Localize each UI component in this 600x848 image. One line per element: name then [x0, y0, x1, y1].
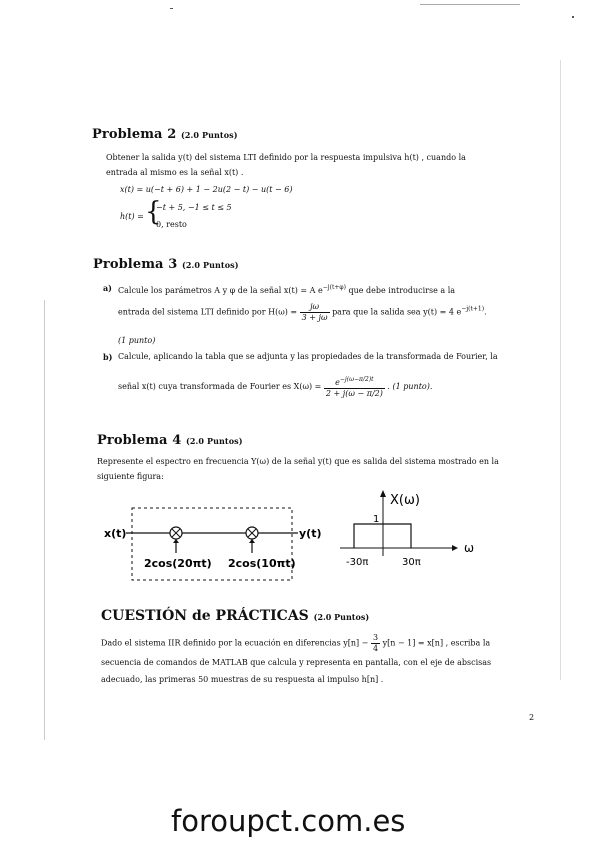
spectrum-left-label: -30π: [346, 557, 369, 568]
scan-speck: [572, 16, 574, 18]
osc-1-arrow: [173, 539, 179, 543]
cuestion-points: (2.0 Puntos): [313, 612, 370, 622]
p2-h-case1: −t + 5, −1 ≤ t ≤ 5: [156, 203, 232, 212]
spectrum-right-label: 30π: [402, 557, 421, 568]
scan-edge: [44, 300, 45, 740]
p3-a-frac-num: jω: [300, 302, 330, 313]
osc-2-arrow: [249, 539, 255, 543]
p2-heading: [92, 127, 238, 142]
cuestion-line1-pre: Dado el sistema IIR definido por la ecuación en diferencias y[n] −: [101, 638, 369, 648]
p3-title: Problema 3: [93, 257, 178, 272]
p2-h-brace: {: [145, 197, 162, 227]
footer-watermark: foroupct.com.es: [171, 804, 406, 838]
p3-heading: [93, 257, 239, 272]
osc-1-label: 2cos(20πt): [144, 557, 212, 570]
p3-a-exponent2: −j(t+1): [461, 305, 485, 313]
p3-a-points: (1 punto): [118, 336, 156, 345]
p3-a-line2: [118, 302, 487, 323]
p3-points: (2.0 Puntos): [182, 260, 239, 270]
input-label: x(t): [104, 527, 127, 540]
omega-axis-arrow: [452, 545, 458, 551]
p3-a-frac-den: 3 + jω: [301, 313, 328, 322]
p3-b-label: b): [103, 352, 113, 362]
p2-title: Problema 2: [92, 127, 177, 142]
p3-a-period: .: [484, 307, 487, 317]
p4-text-line2: siguiente figura:: [97, 472, 164, 481]
p3-b-points: . (1 punto).: [387, 382, 433, 391]
p2-h-case2: 0, resto: [156, 220, 187, 229]
p2-h-lhs: h(t) =: [120, 212, 144, 221]
p3-b-frac-num-exp: −j(ω−π/2)t: [339, 376, 374, 383]
p2-x-equation: x(t) = u(−t + 6) + 1 − 2u(2 − t) − u(t − 6): [120, 185, 293, 194]
p4-title: Problema 4: [97, 433, 182, 448]
amplitude-axis-arrow: [380, 490, 386, 497]
p3-b-frac-den: 2 + j(ω − π/2): [325, 389, 383, 398]
p3-a-fraction: [300, 302, 330, 323]
p3-a-exponent1: −j(t+φ): [322, 284, 346, 291]
cuestion-heading: [101, 608, 369, 624]
p2-points: (2.0 Puntos): [181, 130, 238, 140]
p3-a-line2-post: para que la salida sea y(t) = 4 e: [332, 307, 462, 317]
p3-a-text1: Calcule los parámetros A y φ de la señal x(t) = A e: [118, 286, 323, 295]
cuestion-frac-num: 3: [372, 633, 379, 642]
cuestion-line1: [101, 633, 490, 654]
p3-b-line1: Calcule, aplicando la tabla que se adjunta y las propiedades de la transformada de Fourier, la: [118, 352, 498, 361]
scan-edge: [560, 60, 561, 680]
cuestion-line1-post: y[n − 1] = x[n] , escriba la: [382, 638, 491, 648]
osc-2-label: 2cos(10πt): [228, 557, 296, 570]
p3-a-line2-pre: entrada del sistema LTI definido por H(ω) =: [118, 307, 298, 317]
p4-heading: [97, 433, 243, 448]
p3-b-frac-num-wrap: [324, 375, 385, 389]
p3-b-fraction: [324, 375, 385, 399]
cuestion-title: CUESTIÓN de PRÁCTICAS: [101, 608, 309, 624]
output-label: y(t): [299, 527, 322, 540]
p4-points: (2.0 Puntos): [186, 436, 243, 446]
cuestion-line2: secuencia de comandos de MATLAB que calcula y representa en pantalla, con el eje de abscisas: [101, 658, 492, 667]
p4-block-diagram: [100, 500, 330, 590]
cuestion-fraction: [371, 633, 380, 654]
p4-spectrum-plot: [340, 486, 475, 574]
scan-speck: [170, 8, 173, 9]
spectrum-y-label: X(ω): [390, 493, 420, 508]
p2-intro-line2: entrada al mismo es la señal x(t) .: [106, 168, 244, 177]
spectrum-height-label: 1: [373, 514, 380, 525]
cuestion-line3: adecuado, las primeras 50 muestras de su respuesta al impulso h[n] .: [101, 675, 384, 684]
p3-a-text2: que debe introducirse a la: [345, 286, 456, 295]
page-number: 2: [529, 713, 535, 722]
cuestion-frac-den: 4: [372, 644, 379, 653]
p3-b-line2-pre: señal x(t) cuya transformada de Fourier es X(ω) =: [118, 382, 322, 391]
scan-speck: [420, 4, 520, 5]
p4-text-line1: Represente el espectro en frecuencia Y(ω) de la señal y(t) que es salida del sistema mostrado en la: [97, 457, 499, 466]
p3-a-label: a): [103, 283, 112, 293]
spectrum-x-label: ω: [464, 541, 475, 555]
p2-intro-line1: Obtener la salida y(t) del sistema LTI definido por la respuesta impulsiva h(t) , cuando la: [106, 153, 466, 162]
p3-a-line1: [118, 283, 455, 296]
p3-b-frac-num: e: [335, 378, 340, 387]
p3-b-line2: [118, 375, 432, 399]
